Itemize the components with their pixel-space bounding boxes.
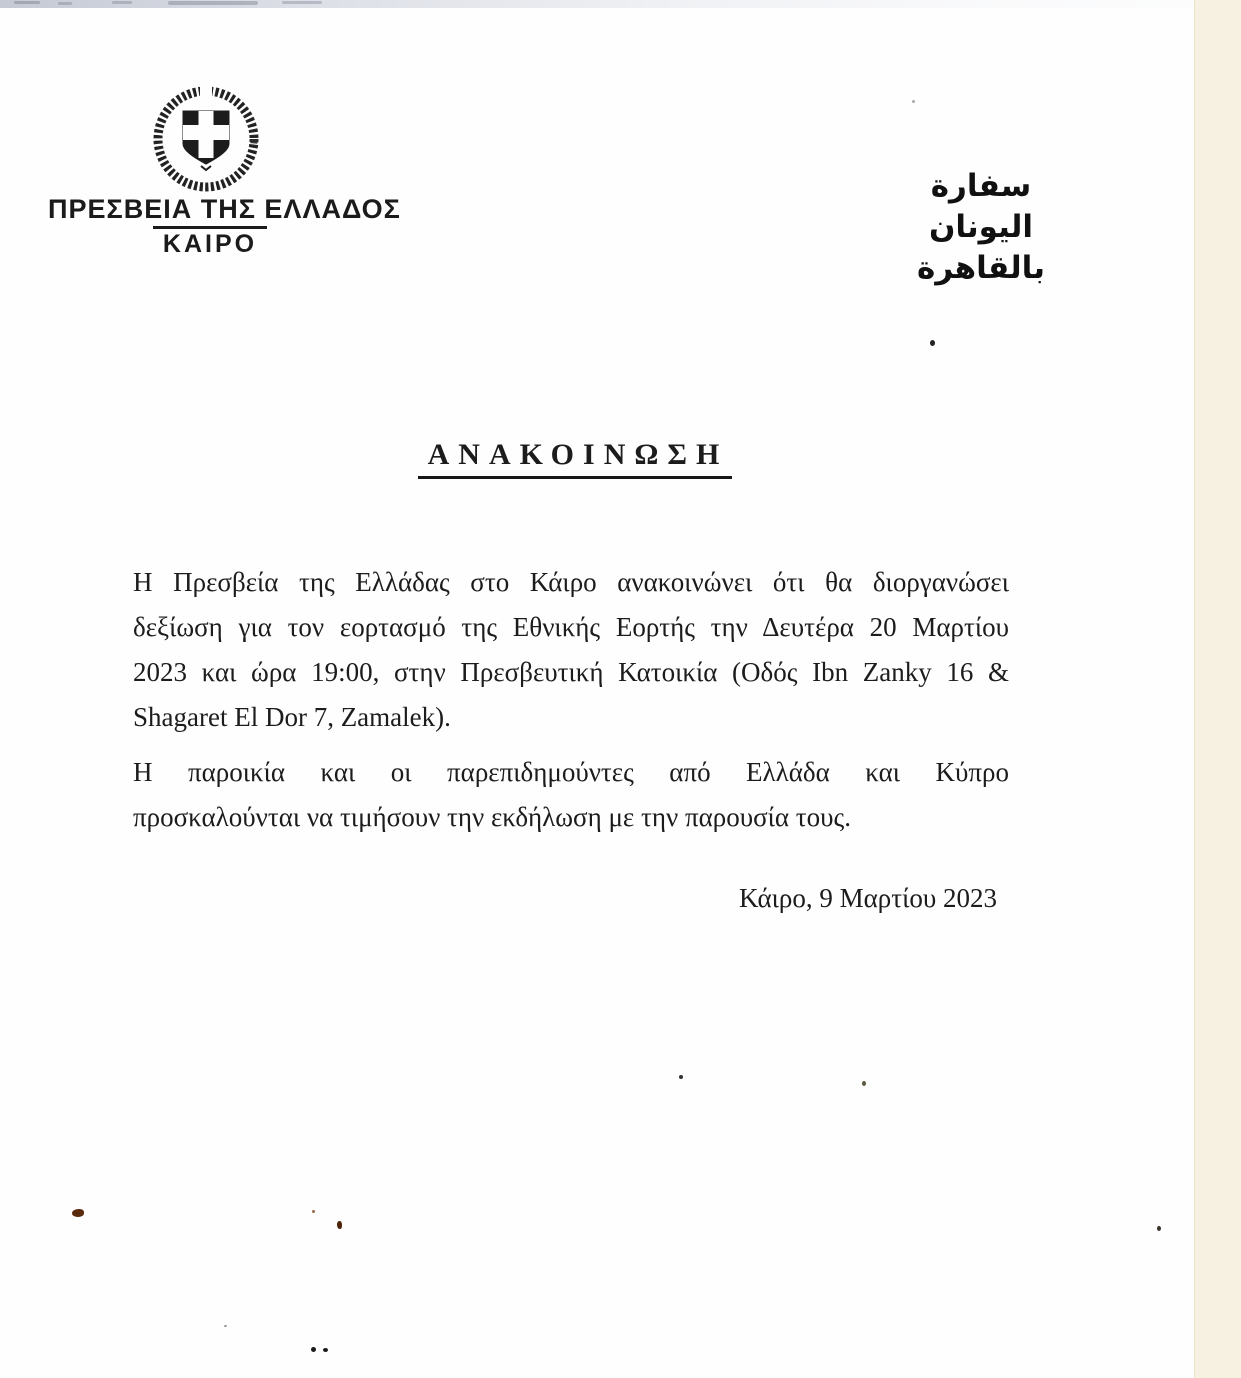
- embassy-city: ΚΑΙΡΟ: [153, 226, 267, 259]
- document-title: ΑΝΑΚΟΙΝΩΣΗ: [418, 438, 733, 479]
- embassy-letterhead: [48, 194, 401, 259]
- scan-speck: [323, 1348, 328, 1352]
- scan-speck: [679, 1075, 683, 1079]
- body-line: Shagaret El Dor 7, Zamalek).: [133, 702, 451, 732]
- document-body: [133, 560, 1009, 921]
- dateline: Κάιρο, 9 Μαρτίου 2023: [739, 883, 997, 913]
- scan-speck: [311, 1347, 316, 1352]
- scan-speck: [862, 1081, 866, 1086]
- body-line: δεξίωση για τον εορτασμό της Εθνικής Εορτής την Δευτέρα 20 Μαρτίου: [133, 612, 1009, 642]
- body-line: Η παροικία και οι παρεπιδημούντες από Ελλάδα και Κύπρο: [133, 757, 1009, 787]
- greek-coat-of-arms-emblem: [146, 82, 266, 201]
- body-line: Η Πρεσβεία της Ελλάδας στο Κάιρο ανακοινώνει ότι θα διοργανώσει: [133, 567, 1009, 597]
- arabic-line-2: بالقاهرة: [917, 250, 1045, 286]
- scan-smudge: [112, 1, 132, 4]
- paragraph-2: [133, 750, 1009, 840]
- embassy-name: ΠΡΕΣΒΕΙΑ ΤΗΣ ΕΛΛΑΔΟΣ: [48, 194, 401, 224]
- body-line: προσκαλούνται να τιμήσουν την εκδήλωση με την παρουσία τους.: [133, 802, 851, 832]
- wreath-cross-icon: [146, 82, 266, 196]
- scan-smudge: [282, 1, 322, 4]
- scan-smudge: [58, 2, 72, 5]
- scan-speck: [912, 100, 915, 103]
- scan-speck: [930, 340, 935, 346]
- scan-speck: [312, 1210, 315, 1213]
- scan-speck: [1157, 1226, 1161, 1231]
- arabic-line-1: سفارة اليونان: [928, 168, 1034, 245]
- scan-speck: [337, 1221, 342, 1229]
- body-line: 2023 και ώρα 19:00, στην Πρεσβευτική Κατοικία (Οδός Ibn Zanky 16 &: [133, 657, 1009, 687]
- scan-speck: [72, 1209, 84, 1217]
- scan-smudge: [14, 1, 40, 4]
- scan-speck: [224, 1325, 227, 1327]
- paragraph-1: [133, 560, 1009, 740]
- page-edge-strip: [1194, 0, 1241, 1378]
- scan-smudge: [168, 1, 258, 5]
- embassy-name-arabic: [886, 166, 1076, 289]
